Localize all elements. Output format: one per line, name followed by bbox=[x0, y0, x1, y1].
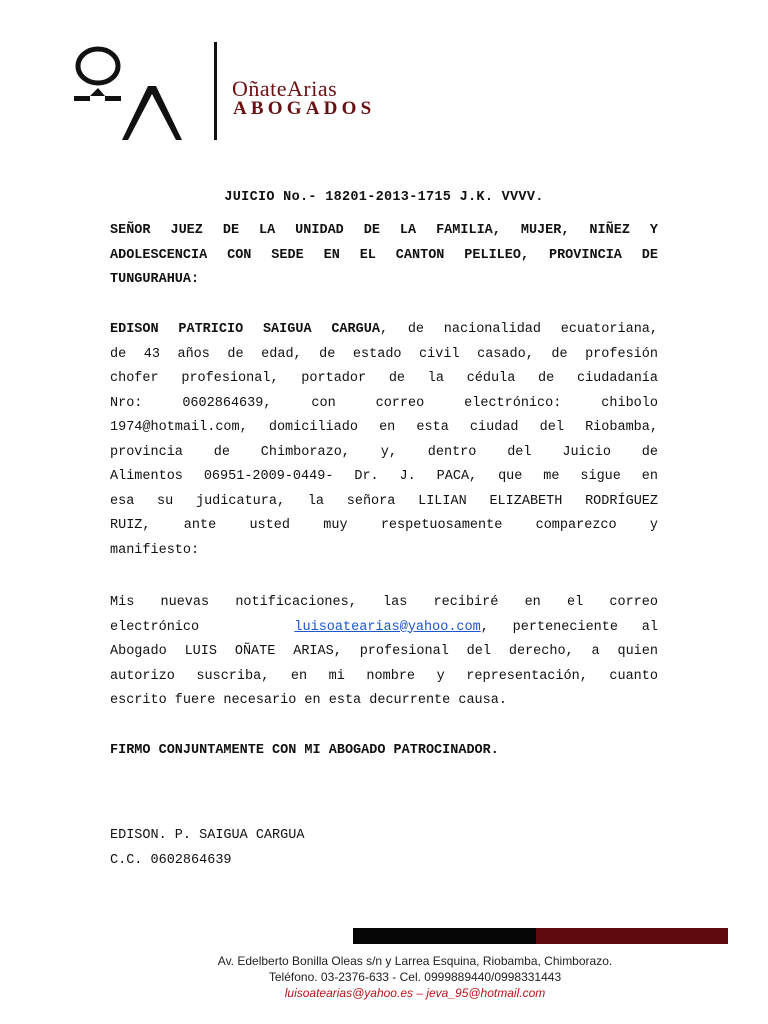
body-line bbox=[110, 318, 658, 343]
notification-paragraph bbox=[110, 591, 658, 714]
firm-name: OñateArias bbox=[232, 76, 338, 101]
body-line: RUIZ, ante usted muy respetuosamente comparezco y bbox=[110, 518, 658, 533]
body-line: autorizo suscriba, en mi nombre y representación, cuanto bbox=[110, 668, 658, 684]
signatory-id: C.C. 0602864639 bbox=[110, 852, 232, 868]
closing-statement: FIRMO CONJUNTAMENTE CON MI ABOGADO PATROCINADOR. bbox=[110, 743, 499, 758]
body-line: chofer profesional, portador de la cédula de ciudadanía bbox=[110, 371, 658, 386]
body-text: , perteneciente al bbox=[480, 619, 659, 635]
firm-subtitle: ABOGADOS bbox=[233, 98, 376, 119]
body-text: , de nacionalidad ecuatoriana, bbox=[379, 322, 658, 337]
footer-bar-dark bbox=[353, 928, 536, 944]
body-line bbox=[110, 616, 658, 641]
signatory-name: EDISON. P. SAIGUA CARGUA bbox=[110, 828, 305, 843]
body-line: manifiesto: bbox=[110, 542, 200, 558]
petitioner-paragraph bbox=[110, 318, 658, 563]
letterhead-divider bbox=[214, 42, 217, 140]
body-line: escrito fuere necesario en esta decurrente causa. bbox=[110, 693, 507, 708]
lawyer-email-link[interactable]: luisoatearias@yahoo.com bbox=[294, 619, 481, 635]
footer-emails: luisoatearias@yahoo.es – jeva_95@hotmail.com bbox=[284, 986, 546, 1000]
signature-block bbox=[110, 824, 304, 873]
body-line: Mis nuevas notificaciones, las recibiré en el correo bbox=[110, 595, 658, 610]
body-line: Abogado LUIS OÑATE ARIAS, profesional del derecho, a quien bbox=[110, 644, 658, 659]
footer-bar-red bbox=[536, 928, 728, 944]
footer-address: Av. Edelberto Bonilla Oleas s/n y Larrea Esquina, Riobamba, Chimborazo. bbox=[217, 954, 613, 968]
body-line: de 43 años de edad, de estado civil casado, de profesión bbox=[110, 346, 658, 362]
body-line: provincia de Chimborazo, y, dentro del Juicio de bbox=[110, 444, 658, 460]
case-number: JUICIO No.- 18201-2013-1715 J.K. VVVV. bbox=[224, 190, 544, 205]
body-line: Nro: 0602864639, con correo electrónico: chibolo bbox=[110, 395, 658, 411]
body-line: Alimentos 06951-2009-0449- Dr. J. PACA, que me sigue en bbox=[110, 469, 658, 484]
addressee-line: TUNGURAHUA: bbox=[110, 272, 200, 287]
addressee-line: SEÑOR JUEZ DE LA UNIDAD DE LA FAMILIA, MUJER, NIÑEZ Y bbox=[110, 223, 658, 238]
addressee-block bbox=[110, 219, 658, 293]
body-line: esa su judicatura, la señora LILIAN ELIZABETH RODRÍGUEZ bbox=[110, 493, 658, 509]
body-line: 1974@hotmail.com, domiciliado en esta ciudad del Riobamba, bbox=[110, 420, 658, 435]
addressee-line: ADOLESCENCIA CON SEDE EN EL CANTON PELILEO, PROVINCIA DE bbox=[110, 247, 658, 263]
petitioner-name: EDISON PATRICIO SAIGUA CARGUA bbox=[110, 322, 380, 337]
footer-phones: Teléfono. 03-2376-633 - Cel. 0999889440/0998331443 bbox=[268, 970, 562, 984]
body-text: electrónico bbox=[110, 619, 200, 635]
firm-logo-mark bbox=[72, 36, 202, 142]
